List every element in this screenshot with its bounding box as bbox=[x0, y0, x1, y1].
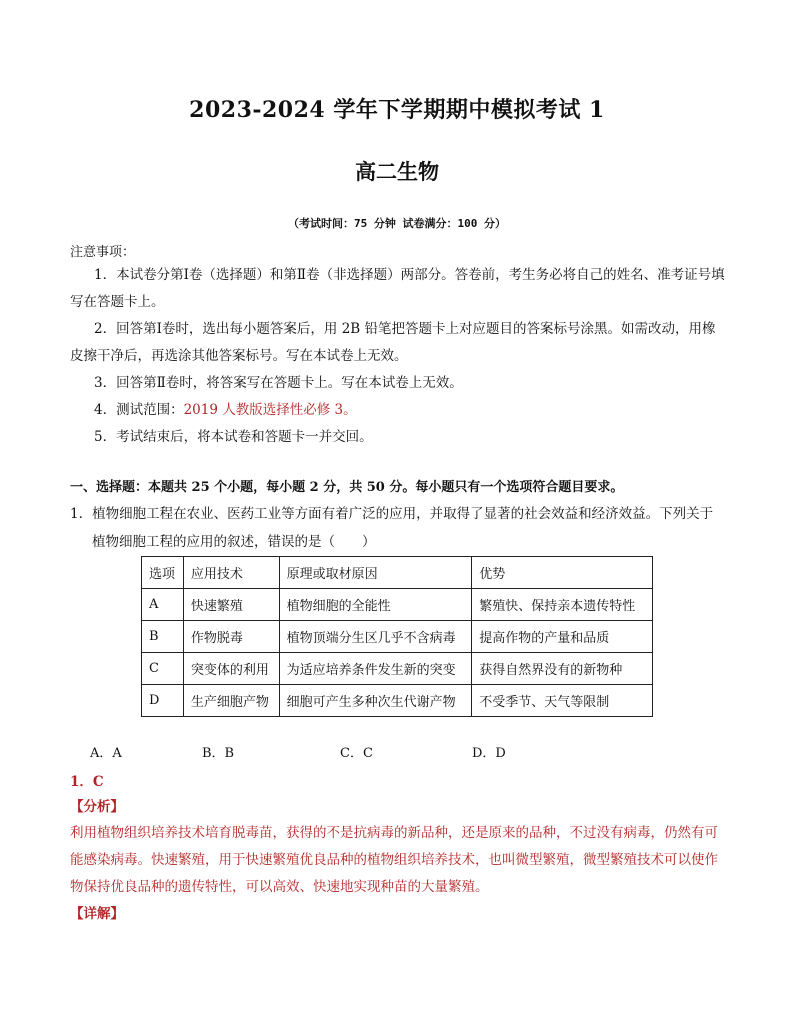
choice-c: C．C bbox=[340, 746, 373, 761]
table-cell: 不受季节、天气等限制 bbox=[472, 685, 653, 717]
table-cell: 提高作物的产量和品质 bbox=[472, 621, 653, 653]
table-row bbox=[142, 621, 653, 653]
table-header-cell: 原理或取材原因 bbox=[279, 557, 472, 589]
notice-item-3: 3．回答第Ⅱ卷时，将答案写在答题卡上。写在本试卷上无效。 bbox=[94, 375, 463, 391]
table-row bbox=[142, 685, 653, 717]
table-header-cell: 优势 bbox=[472, 557, 653, 589]
choice-a: A．A bbox=[90, 746, 122, 761]
table-cell: 快速繁殖 bbox=[183, 589, 279, 621]
table-cell: 生产细胞产物 bbox=[183, 685, 279, 717]
table-cell: 为适应培养条件发生新的突变 bbox=[279, 653, 472, 685]
choice-d: D．D bbox=[472, 746, 506, 761]
choice-b: B．B bbox=[202, 746, 235, 761]
answer-key: 1．C bbox=[70, 774, 104, 790]
table-header-cell: 应用技术 bbox=[183, 557, 279, 589]
question-1-line-2: 植物细胞工程的应用的叙述，错误的是（ ） bbox=[92, 534, 376, 550]
options-table bbox=[141, 556, 653, 717]
section-header: 一、选择题：本题共 25 个小题，每小题 2 分，共 50 分。每小题只有一个选项符合题目要求。 bbox=[70, 480, 624, 495]
table-cell: B bbox=[142, 621, 184, 653]
analysis-tag: 【分析】 bbox=[70, 799, 124, 815]
detail-tag: 【详解】 bbox=[70, 906, 124, 922]
page-title: 2023-2024 学年下学期期中模拟考试 1 bbox=[189, 97, 605, 123]
table-row bbox=[142, 589, 653, 621]
table-cell: C bbox=[142, 653, 184, 685]
notice-item-5: 5．考试结束后，将本试卷和答题卡一并交回。 bbox=[94, 429, 373, 445]
notice-item-1: 1．本试卷分第Ⅰ卷（选择题）和第Ⅱ卷（非选择题）两部分。答卷前，考生务必将自己的姓名、准考证号填写在答题卡上。 bbox=[70, 267, 725, 310]
table-header-cell: 选项 bbox=[142, 557, 184, 589]
table-cell: 植物顶端分生区几乎不含病毒 bbox=[279, 621, 472, 653]
test-range: 2019 人教版选择性必修 3。 bbox=[183, 402, 357, 418]
table-row bbox=[142, 653, 653, 685]
analysis-text: 利用植物组织培养技术培育脱毒苗，获得的不是抗病毒的新品种，还是原来的品种，不过没有病毒，仍然有可能感染病毒。快速繁殖，用于快速繁殖优良品种的植物组织培养技术，也叫微型繁殖，微型繁殖技术可以使作物保持优良品种的遗传特性，可以高效、快速地实现种苗的大量繁殖。 bbox=[70, 825, 718, 895]
exam-info: （考试时间：75 分钟 试卷满分：100 分） bbox=[288, 217, 506, 230]
table-cell: 植物细胞的全能性 bbox=[279, 589, 472, 621]
table-cell: 突变体的利用 bbox=[183, 653, 279, 685]
subject-title: 高二生物 bbox=[355, 159, 439, 184]
table-cell: 繁殖快、保持亲本遗传特性 bbox=[472, 589, 653, 621]
table-cell: 作物脱毒 bbox=[183, 621, 279, 653]
question-1 bbox=[70, 500, 730, 556]
notice-item-2: 2．回答第Ⅰ卷时，选出每小题答案后，用 2B 铅笔把答题卡上对应题目的答案标号涂黑。如需改动，用橡皮擦干净后，再选涂其他答案标号。写在本试卷上无效。 bbox=[70, 321, 716, 364]
table-cell: 获得自然界没有的新物种 bbox=[472, 653, 653, 685]
question-1-line-1: 1．植物细胞工程在农业、医药工业等方面有着广泛的应用，并取得了显著的社会效益和经济效益。下列关于 bbox=[70, 506, 714, 522]
notice-heading: 注意事项： bbox=[70, 245, 136, 260]
notice-item-4 bbox=[70, 397, 725, 424]
table-cell: 细胞可产生多种次生代谢产物 bbox=[279, 685, 472, 717]
table-header-row bbox=[142, 557, 653, 589]
table-cell: A bbox=[142, 589, 184, 621]
notice-item-4-prefix: 4．测试范围： bbox=[94, 402, 184, 418]
table-cell: D bbox=[142, 685, 184, 717]
